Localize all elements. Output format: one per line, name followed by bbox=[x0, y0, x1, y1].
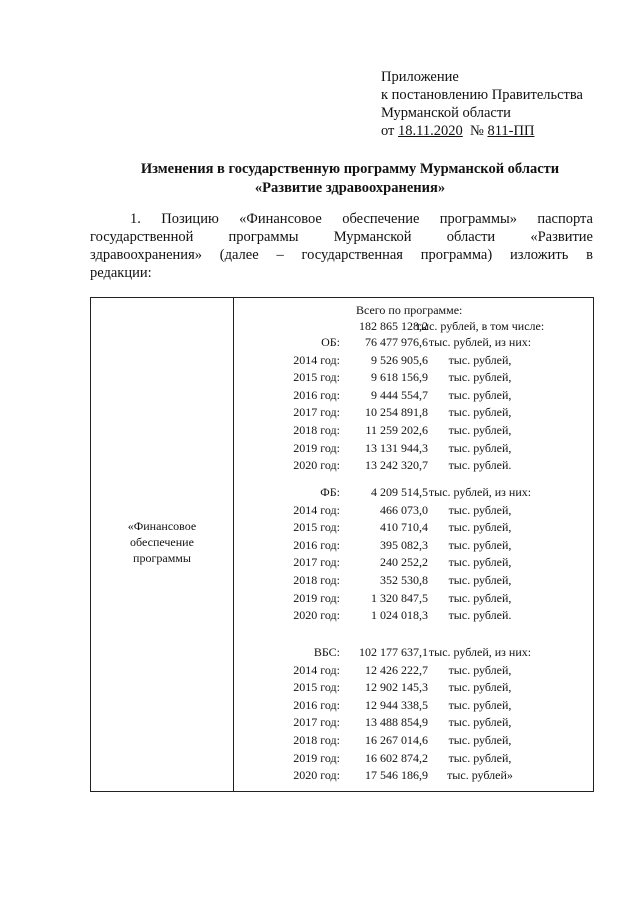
year-label: 2015 год: bbox=[293, 680, 340, 695]
number-prefix: № bbox=[470, 123, 484, 139]
year-unit: тыс. рублей, bbox=[448, 733, 512, 747]
year-unit: тыс. рублей, bbox=[448, 555, 512, 570]
year-unit: тыс. рублей, bbox=[448, 697, 512, 712]
year-unit: тыс. рублей, bbox=[448, 387, 512, 402]
year-unit: тыс. рублей, bbox=[448, 423, 512, 437]
total-header: Всего по программе: bbox=[356, 303, 463, 317]
table-column-divider bbox=[233, 298, 234, 791]
year-value: 17 546 186,9 bbox=[365, 768, 428, 783]
year-unit: тыс. рублей, bbox=[448, 715, 512, 730]
year-unit: тыс. рублей, bbox=[448, 573, 512, 587]
year-value: 9 526 905,6 bbox=[371, 352, 428, 367]
document-title bbox=[60, 160, 640, 198]
section-label: ВБС: bbox=[313, 645, 340, 659]
section-total-unit: тыс. рублей, из них: bbox=[428, 335, 532, 349]
year-value: 16 267 014,6 bbox=[365, 733, 428, 747]
year-label: 2018 год: bbox=[293, 573, 340, 587]
year-value: 12 902 145,3 bbox=[365, 680, 428, 695]
body-paragraph bbox=[90, 210, 593, 282]
year-label: 2014 год: bbox=[293, 352, 340, 367]
year-value: 410 710,4 bbox=[380, 520, 428, 535]
year-value: 13 242 320,7 bbox=[365, 458, 428, 473]
year-unit: тыс. рублей, bbox=[448, 750, 512, 765]
year-value: 13 488 854,9 bbox=[365, 715, 428, 730]
year-label: 2016 год: bbox=[293, 537, 340, 552]
year-value: 9 444 554,7 bbox=[371, 387, 428, 402]
year-label: 2017 год: bbox=[293, 715, 340, 730]
appendix-line-2: к постановлению Правительства bbox=[381, 87, 583, 103]
year-unit: тыс. рублей. bbox=[448, 458, 512, 473]
title-line-2: «Развитие здравоохранения» bbox=[254, 180, 446, 196]
section-label: ОБ: bbox=[321, 335, 340, 349]
position-name-cell bbox=[91, 518, 233, 566]
year-value: 13 131 944,3 bbox=[365, 440, 428, 455]
section-total-value: 4 209 514,5 bbox=[371, 485, 428, 499]
year-unit: тыс. рублей, bbox=[448, 502, 512, 517]
year-label: 2015 год: bbox=[293, 370, 340, 385]
year-value: 352 530,8 bbox=[380, 573, 428, 587]
total-unit: тыс. рублей, в том числе: bbox=[415, 319, 545, 333]
paragraph-line-3: здравоохранения» (далее – государственная программа) изложить в bbox=[90, 247, 593, 263]
paragraph-line-4: редакции: bbox=[90, 265, 152, 281]
appendix-line-1: Приложение bbox=[381, 69, 459, 85]
section-total-value: 76 477 976,6 bbox=[365, 335, 428, 349]
year-unit: тыс. рублей, bbox=[448, 405, 512, 420]
year-value: 395 082,3 bbox=[380, 537, 428, 552]
year-unit: тыс. рублей. bbox=[448, 608, 512, 623]
year-label: 2020 год: bbox=[293, 608, 340, 623]
year-unit: тыс. рублей, bbox=[448, 680, 512, 695]
year-unit: тыс. рублей, bbox=[448, 370, 512, 385]
year-label: 2020 год: bbox=[293, 768, 340, 783]
appendix-block bbox=[381, 68, 583, 140]
year-label: 2019 год: bbox=[293, 750, 340, 765]
year-label: 2017 год: bbox=[293, 405, 340, 420]
position-name-line-2: обеспечение bbox=[130, 535, 194, 549]
year-unit: тыс. рублей, bbox=[448, 662, 512, 677]
date-prefix: от bbox=[381, 123, 395, 139]
year-label: 2016 год: bbox=[293, 697, 340, 712]
year-label: 2017 год: bbox=[293, 555, 340, 570]
year-value: 466 073,0 bbox=[380, 502, 428, 517]
year-value: 11 259 202,6 bbox=[365, 423, 428, 437]
section-label: ФБ: bbox=[320, 485, 340, 499]
appendix-date-line bbox=[381, 122, 583, 140]
year-unit: тыс. рублей» bbox=[447, 768, 513, 783]
title-line-1: Изменения в государственную программу Мурманской области bbox=[140, 161, 560, 177]
year-value: 16 602 874,2 bbox=[365, 750, 428, 765]
position-name-line-3: программы bbox=[133, 551, 191, 565]
year-label: 2019 год: bbox=[293, 590, 340, 605]
year-label: 2014 год: bbox=[293, 662, 340, 677]
year-label: 2020 год: bbox=[293, 458, 340, 473]
year-value: 1 024 018,3 bbox=[371, 608, 428, 623]
year-unit: тыс. рублей, bbox=[448, 352, 512, 367]
section-total-unit: тыс. рублей, из них: bbox=[428, 485, 532, 499]
total-value: 182 865 128,2 bbox=[359, 319, 428, 333]
year-value: 1 320 847,5 bbox=[371, 590, 428, 605]
decree-date: 18.11.2020 bbox=[398, 123, 463, 139]
year-label: 2016 год: bbox=[293, 387, 340, 402]
year-value: 10 254 891,8 bbox=[365, 405, 428, 420]
year-value: 240 252,2 bbox=[380, 555, 428, 570]
paragraph-line-1: 1. Позицию «Финансовое обеспечение программы» паспорта bbox=[130, 211, 593, 227]
year-label: 2018 год: bbox=[293, 423, 340, 437]
appendix-line-3: Мурманской области bbox=[381, 105, 511, 121]
financing-table bbox=[90, 297, 594, 792]
year-value: 12 944 338,5 bbox=[365, 697, 428, 712]
year-label: 2015 год: bbox=[293, 520, 340, 535]
decree-number: 811-ПП bbox=[487, 123, 535, 139]
paragraph-line-2: государственной программы Мурманской области «Развитие bbox=[90, 229, 593, 245]
year-value: 9 618 156,9 bbox=[371, 370, 428, 385]
section-total-value: 102 177 637,1 bbox=[359, 645, 428, 659]
year-label: 2014 год: bbox=[293, 502, 340, 517]
year-unit: тыс. рублей, bbox=[448, 440, 512, 455]
year-unit: тыс. рублей, bbox=[448, 590, 512, 605]
year-label: 2018 год: bbox=[293, 733, 340, 747]
section-total-unit: тыс. рублей, из них: bbox=[428, 645, 532, 659]
year-unit: тыс. рублей, bbox=[448, 537, 512, 552]
year-label: 2019 год: bbox=[293, 440, 340, 455]
year-value: 12 426 222,7 bbox=[365, 662, 428, 677]
position-name-line-1: «Финансовое bbox=[127, 519, 197, 533]
year-unit: тыс. рублей, bbox=[448, 520, 512, 535]
